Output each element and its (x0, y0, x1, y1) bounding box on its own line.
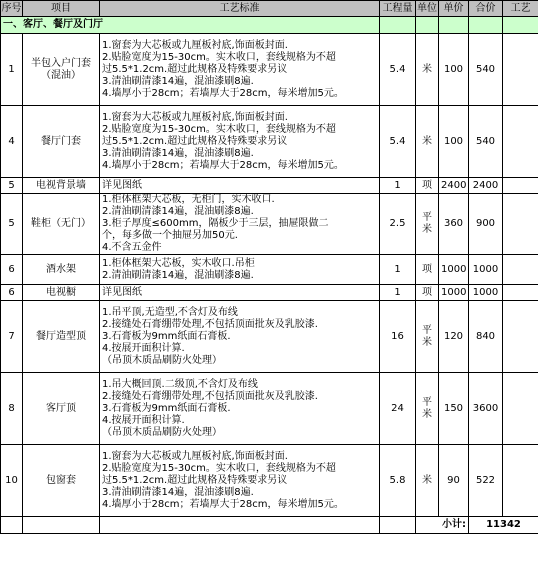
row-item: 电视橱 (23, 285, 100, 301)
standard-line: 4.墙厚小于28cm；若墙厚大于28cm，每米增加5元。 (102, 498, 344, 510)
standard-line: 4.墙厚小于28cm；若墙厚大于28cm，每米增加5元。 (102, 87, 344, 99)
row-total: 2400 (469, 178, 503, 194)
row-item: 电视背景墙 (23, 178, 100, 194)
row-qty: 2.5 (380, 194, 416, 255)
row-price: 90 (439, 445, 469, 517)
standard-line: （吊顶木质品刷防火处理） (102, 354, 222, 366)
row-craft (503, 373, 538, 445)
standard-line: 1.柜体框架大芯板，实木收口.吊柜 (102, 257, 255, 269)
row-number: 6 (1, 285, 23, 301)
row-price: 100 (439, 106, 469, 178)
row-item: 半包入户门套（混油） (23, 34, 100, 106)
row-total: 540 (469, 34, 503, 106)
row-unit: 米 (416, 445, 439, 517)
row-unit: 项 (416, 178, 439, 194)
table-row (1, 178, 538, 194)
subtotal-row (1, 517, 538, 534)
table-row (1, 285, 538, 301)
standard-line: 1.吊平顶,无造型,不含灯及布线 (102, 306, 238, 318)
header-craft: 工艺 (503, 1, 538, 17)
row-craft (503, 301, 538, 373)
row-item: 包窗套 (23, 445, 100, 517)
table-row (1, 106, 538, 178)
row-total: 840 (469, 301, 503, 373)
blank-cell (380, 517, 416, 534)
row-qty: 5.4 (380, 34, 416, 106)
blank-cell (1, 517, 23, 534)
table-row (1, 255, 538, 285)
standard-line: 2.贴脸宽度为15-30cm。实木收口，套线规格为不超 (102, 462, 336, 474)
row-number: 10 (1, 445, 23, 517)
row-number: 6 (1, 255, 23, 285)
standard-line: 4.墙厚小于28cm；若墙厚大于28cm，每米增加5元。 (102, 159, 344, 171)
row-number: 4 (1, 106, 23, 178)
standard-line: 4.按展开面积计算. (102, 414, 185, 426)
row-total: 522 (469, 445, 503, 517)
row-craft (503, 255, 538, 285)
row-item: 餐厅门套 (23, 106, 100, 178)
row-qty: 5.8 (380, 445, 416, 517)
standard-line: 4.不含五金件 (102, 242, 162, 253)
standard-line: 2.接缝处石膏绷带处理,不包括顶面批灰及乳胶漆. (102, 318, 318, 330)
standard-line: 详见图纸 (102, 179, 142, 191)
header-standard: 工艺标准 (100, 1, 380, 17)
row-price: 100 (439, 34, 469, 106)
row-craft (503, 445, 538, 517)
blank-cell (100, 517, 380, 534)
header-qty: 工程量 (380, 1, 416, 17)
standard-line: 3.清油刷清漆14遍，混油漆刷8遍. (102, 147, 254, 159)
row-standard (100, 255, 380, 285)
standard-line: 过5.5*1.2cm.超过此规格及特殊要求另议 (102, 63, 288, 75)
row-craft (503, 106, 538, 178)
row-unit: 项 (416, 285, 439, 301)
standard-line: 2.贴脸宽度为15-30cm。实木收口，套线规格为不超 (102, 123, 336, 135)
row-total: 900 (469, 194, 503, 255)
row-number: 8 (1, 373, 23, 445)
row-craft (503, 178, 538, 194)
table-row (1, 34, 538, 106)
row-item: 餐厅造型顶 (23, 301, 100, 373)
standard-line: 1.柜体框架大芯板，无柜门，实木收口. (102, 194, 275, 205)
row-price: 1000 (439, 255, 469, 285)
row-standard (100, 194, 380, 255)
standard-line: 3.石膏板为9mm纸面石膏板. (102, 330, 231, 342)
row-total: 540 (469, 106, 503, 178)
row-item: 酒水架 (23, 255, 100, 285)
standard-line: 3.清油刷清漆14遍，混油漆刷8遍. (102, 486, 254, 498)
row-standard (100, 178, 380, 194)
row-number: 5 (1, 178, 23, 194)
subtotal-value: 11342 (469, 517, 538, 534)
standard-line: 过5.5*1.2cm.超过此规格及特殊要求另议 (102, 135, 288, 147)
header-row (1, 1, 538, 17)
header-no: 序号 (1, 1, 23, 17)
standard-line: 1.窗套为大芯板或九厘板衬底,饰面板封面. (102, 39, 288, 51)
row-craft (503, 34, 538, 106)
standard-line: 2.清油刷清漆14遍，混油刷漆8遍. (102, 269, 254, 281)
section-title: 一、客厅、餐厅及门厅 (1, 17, 380, 34)
header-item: 项目 (23, 1, 100, 17)
row-standard (100, 106, 380, 178)
row-unit: 平米 (416, 301, 439, 373)
standard-line: 2.清油刷清漆14遍，混油刷漆8遍. (102, 206, 254, 217)
row-price: 1000 (439, 285, 469, 301)
row-price: 2400 (439, 178, 469, 194)
row-price: 360 (439, 194, 469, 255)
table-row (1, 373, 538, 445)
row-total: 3600 (469, 373, 503, 445)
row-qty: 24 (380, 373, 416, 445)
row-qty: 1 (380, 255, 416, 285)
row-total: 1000 (469, 285, 503, 301)
standard-line: 过5.5*1.2cm.超过此规格及特殊要求另议 (102, 474, 288, 486)
standard-line: 4.按展开面积计算. (102, 342, 185, 354)
row-unit: 平米 (416, 373, 439, 445)
row-number: 7 (1, 301, 23, 373)
row-total: 1000 (469, 255, 503, 285)
blank-cell (23, 517, 100, 534)
standard-line: 1.窗套为大芯板或九厘板衬底,饰面板封面. (102, 111, 288, 123)
standard-line: 1.窗套为大芯板或九厘板衬底,饰面板封面. (102, 450, 288, 462)
row-unit: 米 (416, 34, 439, 106)
row-item: 鞋柜（无门） (23, 194, 100, 255)
standard-line: 3.石膏板为9mm纸面石膏板. (102, 402, 231, 414)
row-number: 5 (1, 194, 23, 255)
row-price: 150 (439, 373, 469, 445)
row-qty: 16 (380, 301, 416, 373)
row-standard (100, 34, 380, 106)
row-standard (100, 445, 380, 517)
standard-line: 3.柜子厚度≤600mm，隔板少于三层，抽屉限做二 (102, 218, 329, 229)
table-row (1, 194, 538, 255)
standard-line: （吊顶木质品刷防火处理） (102, 426, 222, 438)
row-qty: 1 (380, 178, 416, 194)
row-unit: 平米 (416, 194, 439, 255)
standard-line: 2.接缝处石膏绷带处理,不包括顶面批灰及乳胶漆. (102, 390, 318, 402)
standard-line: 3.清油刷清漆14遍，混油漆刷8遍. (102, 75, 254, 87)
table-row (1, 301, 538, 373)
section-row (1, 17, 538, 34)
row-standard (100, 301, 380, 373)
row-price: 120 (439, 301, 469, 373)
subtotal-label: 小计: (416, 517, 469, 534)
row-item: 客厅顶 (23, 373, 100, 445)
row-qty: 1 (380, 285, 416, 301)
header-unit: 单位 (416, 1, 439, 17)
row-standard (100, 373, 380, 445)
row-unit: 米 (416, 106, 439, 178)
table-row (1, 445, 538, 517)
standard-line: 详见图纸 (102, 286, 142, 298)
row-number: 1 (1, 34, 23, 106)
row-unit: 项 (416, 255, 439, 285)
standard-line: 2.贴脸宽度为15-30cm。实木收口，套线规格为不超 (102, 51, 336, 63)
row-craft (503, 285, 538, 301)
standard-line: 1.吊大概回顶.二级顶,不含灯及布线 (102, 378, 258, 390)
row-standard (100, 285, 380, 301)
standard-line: 个，每多做一个抽屉另加50元. (102, 230, 238, 241)
header-price: 单价 (439, 1, 469, 17)
row-craft (503, 194, 538, 255)
header-total: 合价 (469, 1, 503, 17)
row-qty: 5.4 (380, 106, 416, 178)
